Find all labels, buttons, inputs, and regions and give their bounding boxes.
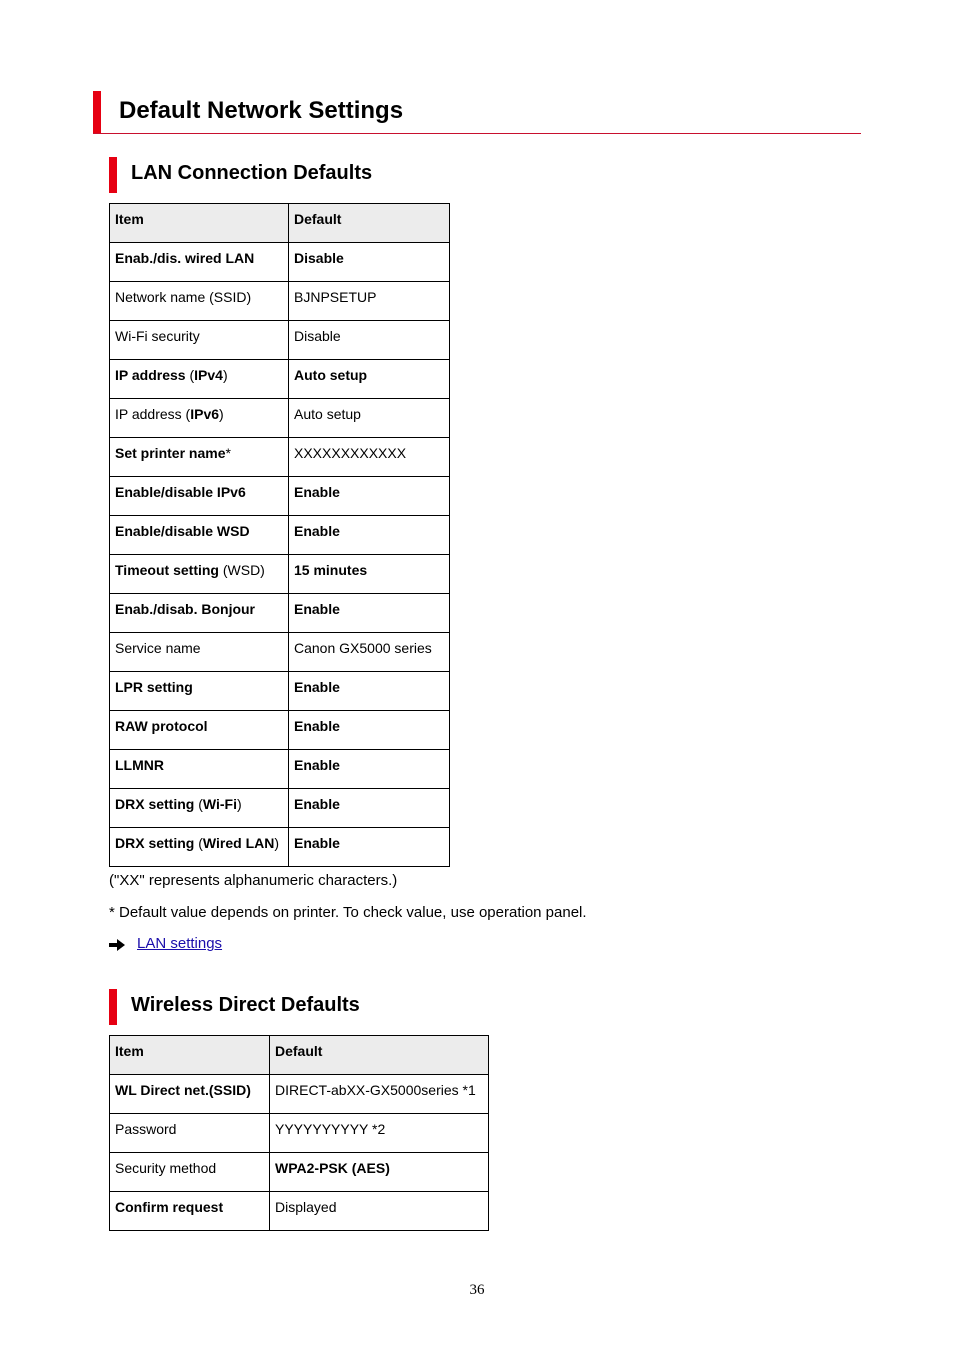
- lan-settings-link[interactable]: LAN settings: [137, 935, 223, 952]
- column-header-default: Default: [270, 1036, 489, 1075]
- table-row: [110, 321, 450, 360]
- table-row: [110, 516, 450, 555]
- cell-text: Wired LAN: [202, 835, 275, 851]
- table-row: [110, 1192, 489, 1231]
- cell-text: IP address (: [115, 406, 191, 422]
- cell-text: Enable/disable WSD: [115, 523, 250, 539]
- lan-defaults-table: [109, 203, 450, 867]
- cell-text: Disable: [294, 250, 344, 266]
- row-item-cell: [110, 594, 289, 633]
- table-row: [110, 1153, 489, 1192]
- table-row: [110, 360, 450, 399]
- row-item-cell: [110, 555, 289, 594]
- cell-text: Displayed: [275, 1199, 337, 1215]
- cell-text: Canon GX5000 series: [294, 640, 432, 656]
- row-item-cell: [110, 438, 289, 477]
- row-item-cell: [110, 243, 289, 282]
- row-default-cell: [289, 789, 450, 828]
- cell-text: Service name: [115, 640, 201, 656]
- cell-text: XXXXXXXXXXXX: [294, 445, 407, 461]
- cell-text: Enab./dis. wired LAN: [115, 250, 255, 266]
- row-item-cell: [110, 1153, 270, 1192]
- row-item-cell: [110, 789, 289, 828]
- row-item-cell: [110, 711, 289, 750]
- row-default-cell: [289, 555, 450, 594]
- cell-text: Enable: [294, 679, 340, 695]
- page-number: 36: [469, 1282, 485, 1298]
- cell-text: (: [194, 835, 203, 851]
- cell-text: Disable: [294, 328, 341, 344]
- cell-text: Timeout setting: [115, 562, 219, 578]
- table-row: [110, 438, 450, 477]
- table-row: [110, 828, 450, 867]
- row-default-cell: [289, 438, 450, 477]
- row-default-cell: [289, 477, 450, 516]
- row-default-cell: [289, 360, 450, 399]
- cell-text: IPv6: [190, 406, 220, 422]
- cell-text: Enable: [294, 718, 340, 734]
- cell-text: Password: [115, 1121, 177, 1137]
- table-row: [110, 555, 450, 594]
- cell-text: LPR setting: [115, 679, 193, 695]
- row-default-cell: [270, 1075, 489, 1114]
- cell-text: Network name (SSID): [115, 289, 252, 305]
- cell-text: 15 minutes: [294, 562, 368, 578]
- cell-text: Enable: [294, 601, 340, 617]
- row-item-cell: [110, 399, 289, 438]
- cell-text: Auto setup: [294, 367, 368, 383]
- lan-section-heading: [109, 157, 609, 193]
- page-heading: [93, 91, 861, 134]
- page-title: Default Network Settings: [119, 97, 404, 124]
- row-default-cell: [289, 282, 450, 321]
- table-row: [110, 243, 450, 282]
- cell-text: Enable: [294, 757, 340, 773]
- row-default-cell: [289, 672, 450, 711]
- cell-text: Set printer name: [115, 445, 226, 461]
- row-default-cell: [289, 243, 450, 282]
- cell-text: Enable: [294, 796, 340, 812]
- cell-text: ): [222, 367, 228, 383]
- cell-text: ): [274, 835, 280, 851]
- right-arrow-icon: [109, 939, 125, 951]
- row-item-cell: [110, 516, 289, 555]
- cell-text: Enable: [294, 484, 340, 500]
- cell-text: Enab./disab. Bonjour: [115, 601, 256, 617]
- cell-text: DRX setting: [115, 796, 195, 812]
- alphanumeric-note: ("XX" represents alphanumeric characters.): [109, 872, 398, 889]
- row-default-cell: [289, 828, 450, 867]
- cell-text: YYYYYYYYYY *2: [275, 1121, 386, 1137]
- table-row: [110, 1114, 489, 1153]
- cell-text: (WSD): [218, 562, 265, 578]
- row-item-cell: [110, 828, 289, 867]
- cell-text: Enable/disable IPv6: [115, 484, 246, 500]
- row-default-cell: [270, 1153, 489, 1192]
- cell-text: Enable: [294, 835, 340, 851]
- cell-text: Auto setup: [294, 406, 361, 422]
- table-row: [110, 711, 450, 750]
- wireless-direct-defaults-table: [109, 1035, 489, 1231]
- cell-text: Confirm request: [115, 1199, 224, 1215]
- row-default-cell: [289, 711, 450, 750]
- row-default-cell: [289, 633, 450, 672]
- heading-accent-bar: [109, 157, 117, 193]
- row-item-cell: [110, 360, 289, 399]
- row-item-cell: [110, 477, 289, 516]
- column-header-default: Default: [289, 204, 450, 243]
- row-default-cell: [270, 1114, 489, 1153]
- row-item-cell: [110, 1114, 270, 1153]
- row-item-cell: [110, 282, 289, 321]
- cell-text: Security method: [115, 1160, 217, 1176]
- table-row: [110, 594, 450, 633]
- cell-text: Enable: [294, 523, 340, 539]
- row-item-cell: [110, 1192, 270, 1231]
- row-item-cell: [110, 750, 289, 789]
- row-default-cell: [289, 399, 450, 438]
- table-header-row: [110, 1036, 489, 1075]
- cell-text: (: [194, 796, 203, 812]
- heading-accent-bar: [93, 91, 101, 133]
- cell-text: LLMNR: [115, 757, 164, 773]
- wireless-direct-section-title: Wireless Direct Defaults: [131, 994, 360, 1016]
- row-item-cell: [110, 321, 289, 360]
- cell-text: RAW protocol: [115, 718, 208, 734]
- cell-text: WL Direct net.(SSID): [115, 1082, 251, 1098]
- cell-text: *: [225, 445, 231, 461]
- cell-text: ): [219, 406, 224, 422]
- table-row: [110, 789, 450, 828]
- table-row: [110, 1075, 489, 1114]
- cell-text: DRX setting: [115, 835, 195, 851]
- table-header-row: [110, 204, 450, 243]
- column-header-item: Item: [110, 1036, 270, 1075]
- table-row: [110, 282, 450, 321]
- cell-text: Wi-Fi security: [115, 328, 200, 344]
- table-row: [110, 750, 450, 789]
- table-row: [110, 672, 450, 711]
- table-row: [110, 633, 450, 672]
- row-item-cell: [110, 1075, 270, 1114]
- cell-text: IP address: [115, 367, 186, 383]
- table-row: [110, 399, 450, 438]
- wireless-direct-section-heading: [109, 989, 609, 1025]
- cell-text: Wi-Fi: [202, 796, 237, 812]
- cell-text: (: [185, 367, 195, 383]
- default-value-note: * Default value depends on printer. To check value, use operation panel.: [109, 904, 587, 921]
- row-default-cell: [270, 1192, 489, 1231]
- column-header-item: Item: [110, 204, 289, 243]
- cell-text: DIRECT-abXX-GX5000series *1: [275, 1082, 476, 1098]
- row-default-cell: [289, 321, 450, 360]
- row-default-cell: [289, 750, 450, 789]
- row-default-cell: [289, 594, 450, 633]
- cell-text: BJNPSETUP: [294, 289, 377, 305]
- row-default-cell: [289, 516, 450, 555]
- heading-accent-bar: [109, 989, 117, 1025]
- row-item-cell: [110, 672, 289, 711]
- row-item-cell: [110, 633, 289, 672]
- lan-section-title: LAN Connection Defaults: [131, 162, 373, 184]
- cell-text: WPA2-PSK (AES): [275, 1160, 390, 1176]
- table-row: [110, 477, 450, 516]
- cell-text: ): [237, 796, 242, 812]
- cell-text: IPv4: [194, 367, 223, 383]
